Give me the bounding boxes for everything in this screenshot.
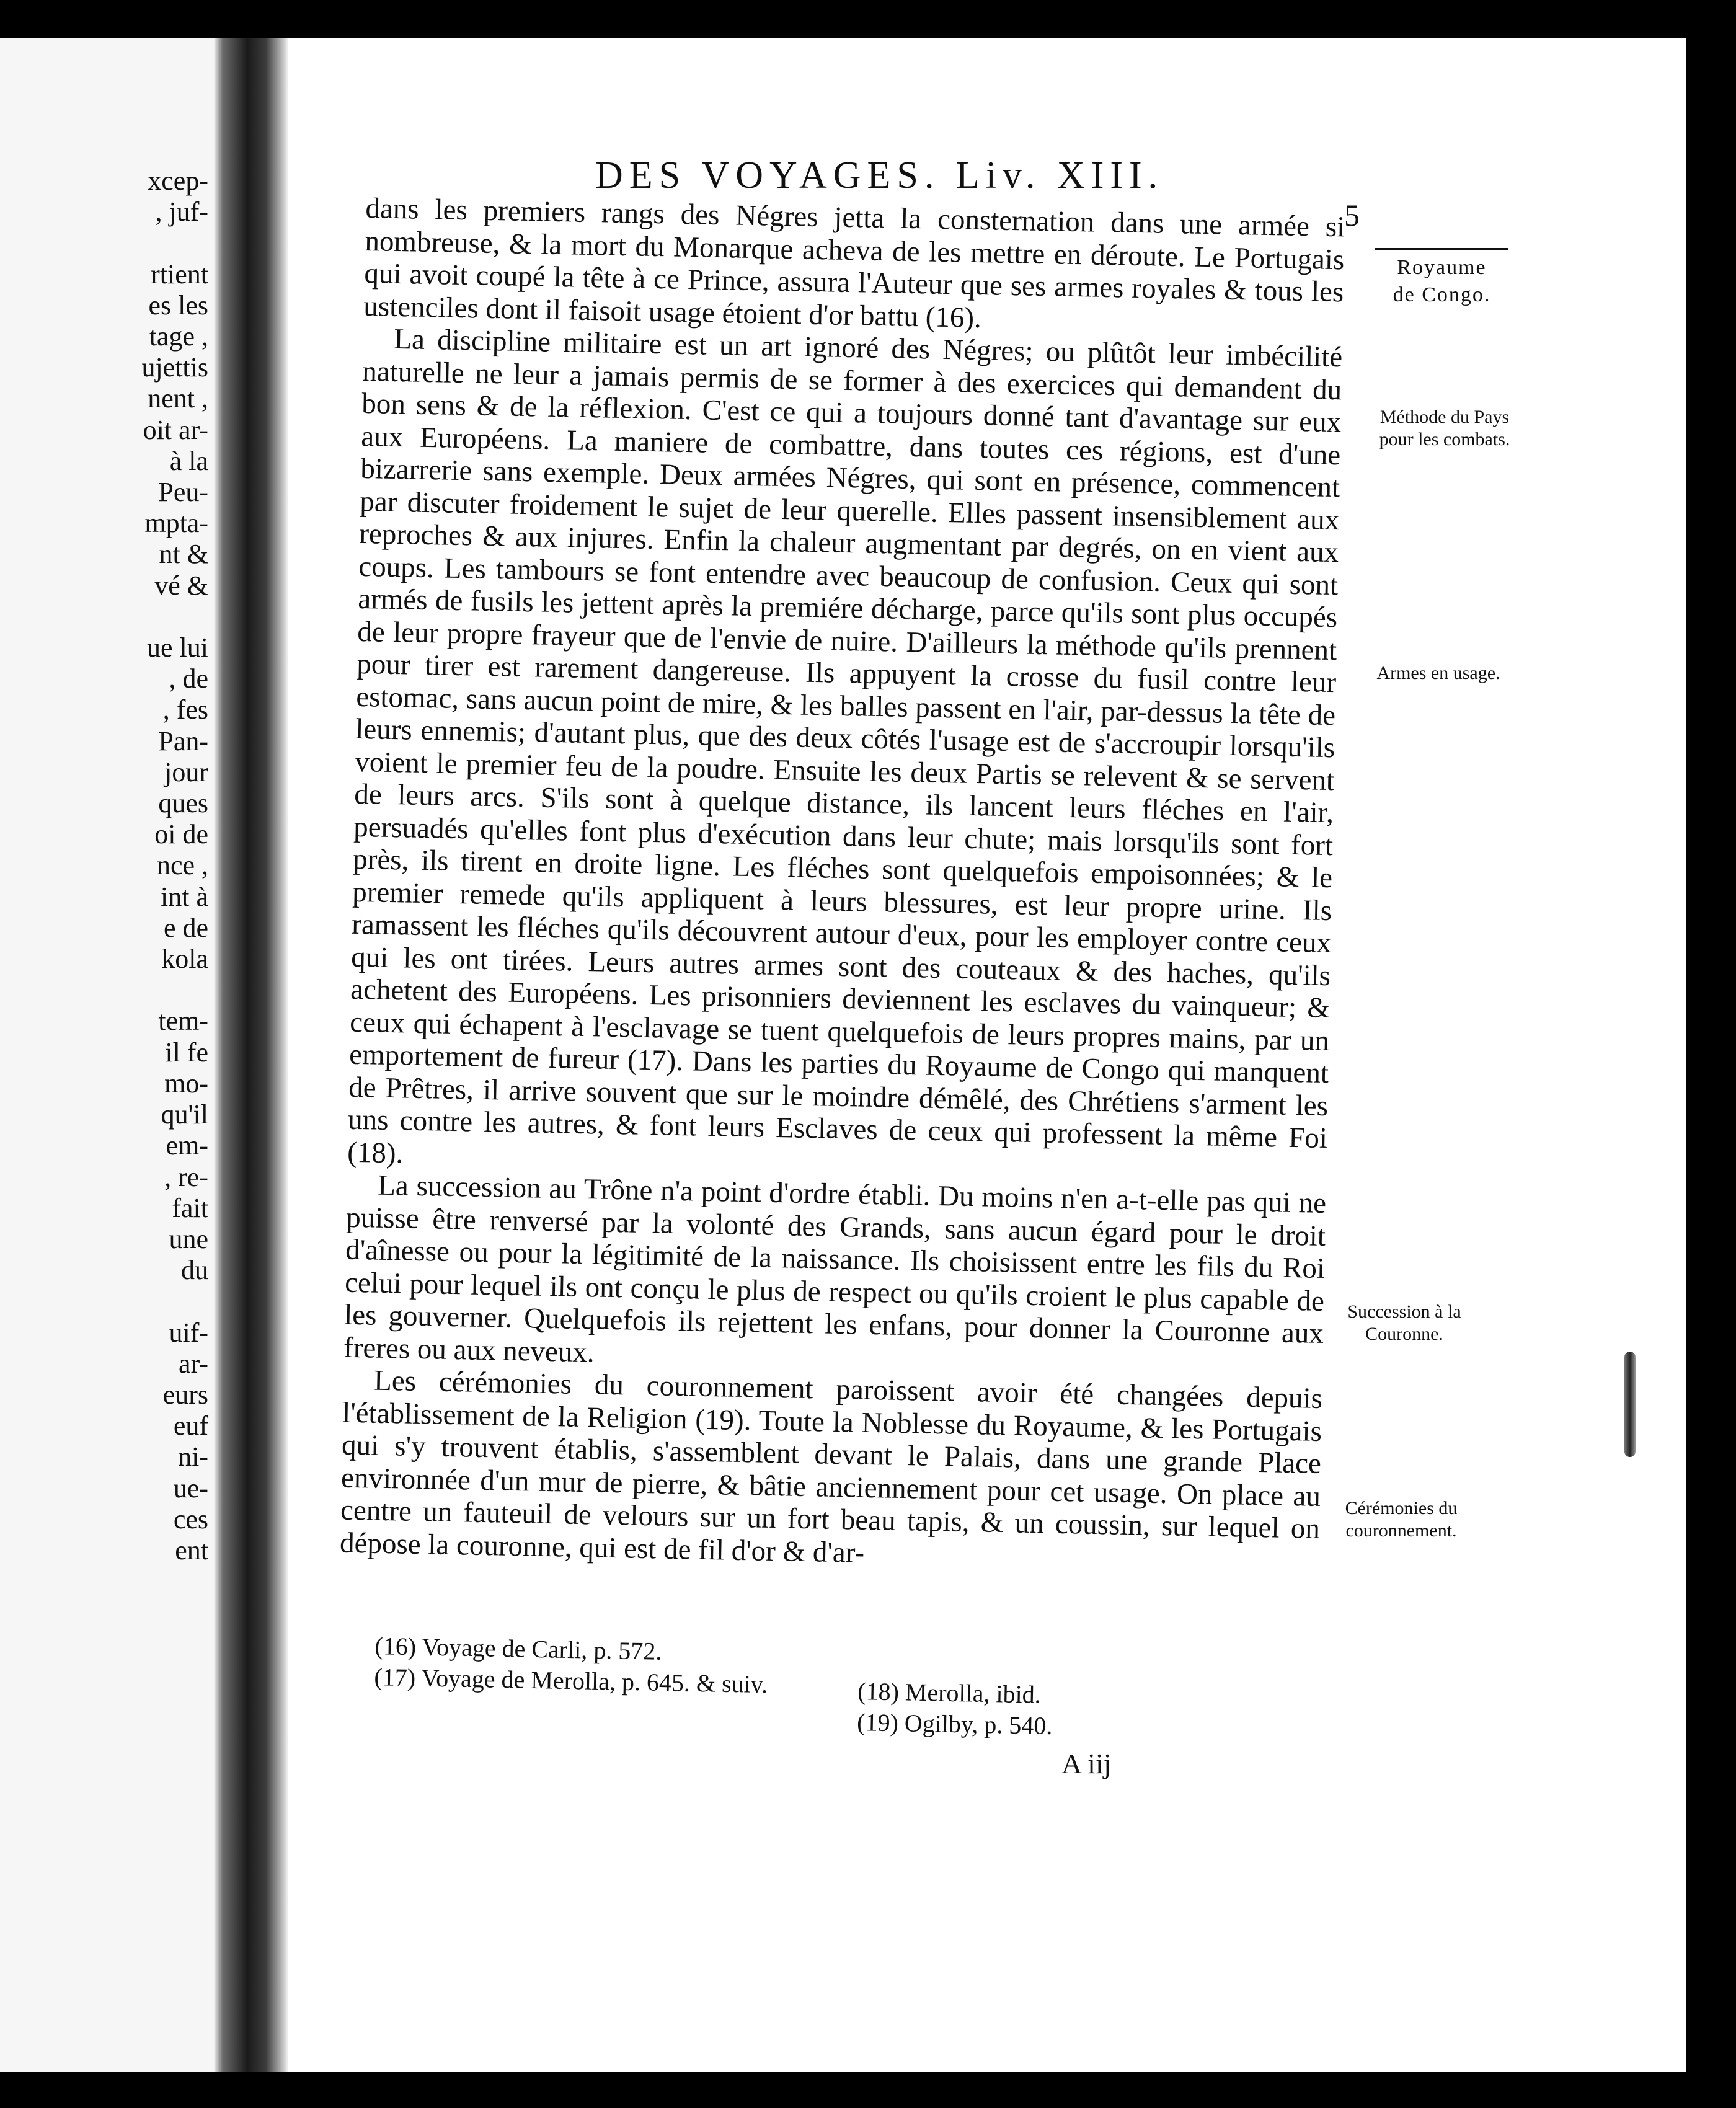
scan-border-right <box>1686 0 1736 2108</box>
footnotes-right-column <box>857 1676 1053 1742</box>
left-page-fragment: e de <box>163 912 208 943</box>
paragraph: La discipline militaire est un art ignoré des Négres; ou plûtôt leur imbécilité naturelle ne leur a jamais permis de se former à des exercices qui demandent du bon sens & de la réflexion. C'est ce qui a toujours donné tant d'avantage sur eux aux Européens. La maniere de combattre, dans toutes ces régions, est d'une bizarrerie sans exemple. Deux armées Négres, qui sont en présence, commencent par discuter froidement le sujet de leur querelle. Elles passent insensiblement aux reproches & aux injures. Enfin la chaleur augmentant par degrés, on en vient aux coups. Les tambours se font entendre avec beaucoup de confusion. Ceux qui sont armés de fusils les jettent après la premiére décharge, parce qu'ils sont plus occupés de leur propre frayeur que de l'envie de nuire. D'ailleurs la méthode qu'ils prennent pour tirer est rarement dangereuse. Ils appuyent la crosse du fusil contre leur estomac, sans aucun point de mire, & les balles passent en l'air, par-dessus la tête de leurs ennemis; d'autant plus, que des deux côtés l'usage est de s'accroupir lorsqu'ils voient le premier feu de la poudre. Ensuite les deux Partis se relevent & se servent de leurs arcs. S'ils sont à quelque distance, ils lancent leurs fléches en l'air, persuadés qu'elles font plus d'exécution dans leur chute; mais lorsqu'ils sont fort près, ils tirent en droite ligne. Les fléches sont quelquefois empoisonnées; & le premier remede qu'ils appliquent à leurs blessures, est leur propre urine. Ils ramassent les fléches qu'ils découvrent autour d'eux, pour les employer contre ceux qui les ont tirées. Leurs autres armes sont des couteaux & des haches, qu'ils achetent des Européens. Les prisonniers deviennent les esclaves du vainqueur; & ceux qui échapent à l'esclavage se tuent quelquefois de leurs propres mains, par un emportement de fureur (17). Dans les parties du Royaume de Congo qui manquent de Prêtres, il arrive souvent que sur le moindre démêlé, des Chrétiens s'arment les uns contre les autres, & font leurs Esclaves de ceux qui professent la même Foi (18). <box>347 322 1343 1169</box>
left-page-fragment <box>141 601 208 632</box>
left-page-fragment: eurs <box>162 1379 208 1410</box>
left-page-fragment: em- <box>166 1130 208 1161</box>
left-page-fragment: , juf- <box>155 197 208 228</box>
footnotes-left-column <box>374 1631 769 1700</box>
page-number: 5 <box>1344 198 1360 232</box>
left-page-fragment: tem- <box>158 1006 208 1037</box>
left-page-fragment: mpta- <box>144 508 208 539</box>
left-page-fragment: euf <box>173 1410 208 1442</box>
scan-border-top <box>0 0 1736 38</box>
left-page-fragment: jour <box>164 756 208 787</box>
left-page-fragment <box>141 228 208 259</box>
book-gutter <box>214 38 288 2072</box>
left-page-fragment: du <box>181 1255 208 1286</box>
left-page-fragment: nent , <box>148 383 208 414</box>
side-title <box>1375 248 1508 309</box>
left-page-fragment: il fe <box>165 1037 208 1068</box>
left-page-fragment: nt & <box>159 539 208 570</box>
side-title-line: Royaume <box>1397 256 1487 279</box>
left-page-fragment: à la <box>169 445 208 476</box>
footnote: (17) Voyage de Merolla, p. 645. & suiv. <box>374 1662 768 1699</box>
left-page-fragment: ue lui <box>147 632 208 663</box>
left-page-fragment: es les <box>148 290 208 321</box>
left-page-fragment: ent <box>175 1534 208 1566</box>
left-page-fragment: int à <box>161 881 208 912</box>
paragraph: La succession au Trône n'a point d'ordre établi. Du moins n'en a-t-elle pas qui ne puisse être renversé par la volonté des Grands, sans aucun égard pour le droit d'aînesse ou pour la légitimité de la naissance. Ils choisissent entre les fils du Roi celui pour lequel ils ont conçu le plus de respect ou qu'ils croient le plus capable de les gouverner. Quelquefois ils rejettent les enfans, pour donner la Couronne aux freres ou aux neveux. <box>343 1169 1327 1368</box>
left-page-fragment: tage , <box>149 321 208 352</box>
paragraph: Les cérémonies du couronnement paroissent avoir été changées depuis l'établissement de la Religion (19). Toute la Noblesse du Royaume, & les Portugais qui s'y trouvent établis, s'assemblent devant le Palais, dans une grande Place environnée d'un mur de pierre, & bâtie anciennement pour cet usage. On place au centre un fauteuil de velours sur un fort beau tapis, & un coussin, sur lequel on dépose la couronne, qui est de fil d'or & d'ar- <box>339 1364 1323 1569</box>
left-page-fragment: uif- <box>169 1317 208 1348</box>
footnote: (16) Voyage de Carli, p. 572. <box>374 1631 662 1665</box>
left-page-fragment: Pan- <box>158 725 208 756</box>
left-page-text-fragments <box>141 166 208 1566</box>
side-title-line: de Congo. <box>1393 283 1491 306</box>
left-page-fragment: qu'il <box>161 1099 208 1130</box>
left-page-fragment <box>141 1286 208 1317</box>
margin-note-armes: Armes en usage. <box>1376 663 1500 683</box>
scan-border-bottom <box>0 2072 1736 2108</box>
left-page-fragment: kola <box>161 944 208 975</box>
left-page-fragment <box>141 975 208 1006</box>
left-page-fragment: mo- <box>164 1068 208 1099</box>
left-page-fragment: , fes <box>162 694 208 725</box>
left-page <box>0 38 217 2072</box>
left-page-fragment: ue- <box>173 1472 208 1504</box>
left-page-fragment: oit ar- <box>143 414 208 445</box>
left-page-fragment: oi de <box>154 819 208 850</box>
left-page-fragment: ces <box>173 1504 208 1534</box>
footnote: (18) Merolla, ibid. <box>857 1676 1042 1709</box>
left-page-fragment: une <box>169 1223 208 1254</box>
paragraph: dans les premiers rangs des Négres jetta la consternation dans une armée si nombreuse, & la mort du Monarque acheva de les mettre en déroute. Le Portugais qui avoit coupé la tête à ce Prince, assura l'Auteur que ses armes royales & tous les ustenciles dont il faisoit usage étoient d'or battu (16). <box>363 192 1345 334</box>
left-page-fragment: ques <box>158 788 208 819</box>
left-page-fragment: Peu- <box>158 477 208 508</box>
left-page-fragment: ujettis <box>141 352 208 383</box>
page-edge-mark <box>1624 1352 1636 1457</box>
body-text <box>340 192 1345 1578</box>
left-page-fragment: fait <box>172 1192 208 1223</box>
footnote: (19) Ogilby, p. 540. <box>856 1707 1053 1740</box>
running-head: DES VOYAGES. Liv. XIII. <box>595 154 1164 197</box>
left-page-fragment: ar- <box>179 1348 208 1379</box>
left-page-fragment: ni- <box>178 1442 208 1472</box>
left-page-fragment: vé & <box>154 570 208 601</box>
signature-mark: A iij <box>1061 1748 1112 1779</box>
left-page-fragment: nce , <box>156 850 208 881</box>
left-page-fragment: , de <box>169 663 208 694</box>
margin-note-ceremonies: Cérémonies du couronnement. <box>1345 1498 1458 1541</box>
left-page-fragment: , re- <box>164 1161 208 1192</box>
margin-note-succession: Succession à la Couronne. <box>1347 1301 1461 1344</box>
left-page-fragment: xcep- <box>148 166 208 196</box>
margin-note-methode: Méthode du Pays pour les combats. <box>1379 407 1510 450</box>
left-page-fragment: rtient <box>151 259 208 290</box>
